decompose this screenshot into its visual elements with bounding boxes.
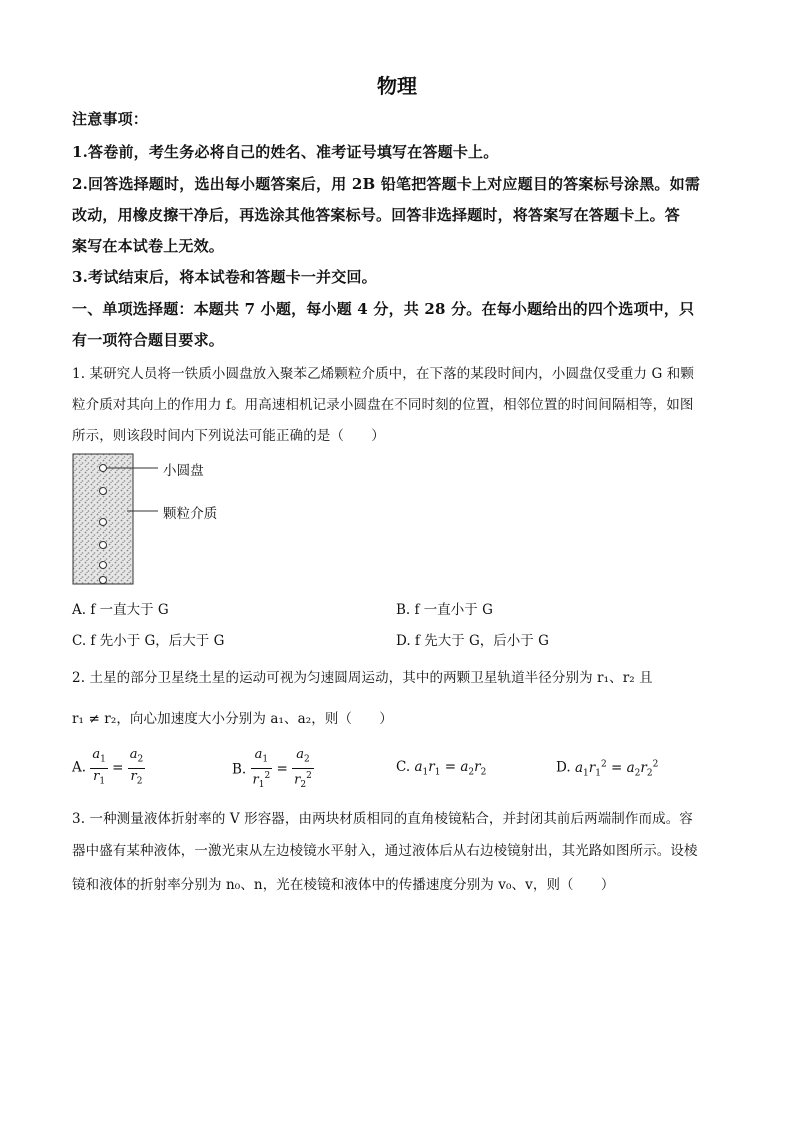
q3-stem-line3: 镜和液体的折射率分别为 n₀、n，光在棱镜和液体中的传播速度分别为 v₀、v，则（ ） bbox=[72, 877, 615, 893]
q2-option-c-formula: $a_1r_1 = a_2r_2$ bbox=[414, 759, 487, 778]
q2-option-b-label: B. bbox=[232, 761, 247, 778]
disk-position bbox=[100, 519, 107, 526]
disk-position bbox=[100, 542, 107, 549]
q2-option-b-formula: $\frac{a_1}{r_1^2}$ = $\frac{a_2}{r_2^2}$ bbox=[252, 747, 312, 790]
q1-option-d: D. f 先大于 G，后小于 G bbox=[396, 633, 549, 649]
label-granular-medium: 颗粒介质 bbox=[163, 506, 218, 522]
q2-option-c bbox=[396, 759, 486, 778]
q1-stem-line3: 所示，则该段时间内下列说法可能正确的是（ ） bbox=[72, 428, 385, 444]
q2-option-d-label: D. bbox=[556, 759, 571, 776]
q3-stem-line1: 3. 一种测量液体折射率的 V 形容器，由两块材质相同的直角棱镜粘合，并封闭其前后两端制作而成。容 bbox=[72, 811, 693, 827]
q2-stem-line1: 2. 土星的部分卫星绕土星的运动可视为匀速圆周运动，其中的两颗卫星轨道半径分别为 r₁、r₂ 且 bbox=[72, 670, 653, 686]
notice-item-2-cont: 改动，用橡皮擦干净后，再选涂其他答案标号。回答非选择题时，将答案写在答题卡上。答 bbox=[72, 206, 681, 224]
section-heading-line2: 有一项符合题目要求。 bbox=[72, 331, 225, 349]
q1-option-c: C. f 先小于 G，后大于 G bbox=[72, 633, 225, 649]
q2-option-a bbox=[72, 747, 145, 789]
q1-option-b: B. f 一直小于 G bbox=[396, 602, 493, 618]
notice-item-2-cont2: 案写在本试卷上无效。 bbox=[72, 237, 225, 255]
q2-option-d bbox=[556, 759, 658, 778]
q2-option-d-formula: $a_1r_1^2 = a_2r_2^2$ bbox=[574, 759, 659, 779]
q3-stem-line2: 器中盛有某种液体，一激光束从左边棱镜水平射入，通过液体后从右边棱镜射出，其光路如图所示。设棱 bbox=[72, 843, 698, 859]
notice-item-3: 3.考试结束后，将本试卷和答题卡一并交回。 bbox=[72, 268, 377, 286]
disk-position bbox=[100, 465, 107, 472]
notice-heading: 注意事项： bbox=[72, 110, 149, 128]
page-title: 物理 bbox=[377, 74, 417, 98]
disk-position bbox=[100, 562, 107, 569]
q2-option-a-formula: $\frac{a_1}{r_1}$ = $\frac{a_2}{r_2}$ bbox=[92, 747, 144, 787]
notice-item-1: 1.答卷前，考生务必将自己的姓名、准考证号填写在答题卡上。 bbox=[72, 143, 499, 161]
q1-figure bbox=[72, 453, 252, 591]
q1-stem-line1: 1. 某研究人员将一铁质小圆盘放入聚苯乙烯颗粒介质中，在下落的某段时间内，小圆盘仅受重力 G 和颗 bbox=[72, 366, 694, 382]
q1-option-a: A. f 一直大于 G bbox=[72, 602, 169, 618]
q2-option-b bbox=[232, 747, 314, 793]
q2-option-a-label: A. bbox=[72, 759, 87, 776]
disk-position bbox=[100, 577, 107, 584]
notice-item-2: 2.回答选择题时，选出每小题答案后，用 2B 铅笔把答题卡上对应题目的答案标号涂黑。如需 bbox=[72, 175, 701, 193]
disk-position bbox=[100, 488, 107, 495]
q1-figure-svg bbox=[72, 453, 252, 587]
label-small-disk: 小圆盘 bbox=[163, 463, 204, 479]
section-heading-line1: 一、单项选择题：本题共 7 小题，每小题 4 分，共 28 分。在每小题给出的四个选项中，只 bbox=[72, 300, 695, 318]
q1-stem-line2: 粒介质对其向上的作用力 f。用高速相机记录小圆盘在不同时刻的位置，相邻位置的时间间隔相等，如图 bbox=[72, 397, 694, 413]
q2-stem-line2: r₁ ≠ r₂，向心加速度大小分别为 a₁、a₂，则（ ） bbox=[72, 711, 393, 727]
q2-option-c-label: C. bbox=[396, 759, 411, 775]
